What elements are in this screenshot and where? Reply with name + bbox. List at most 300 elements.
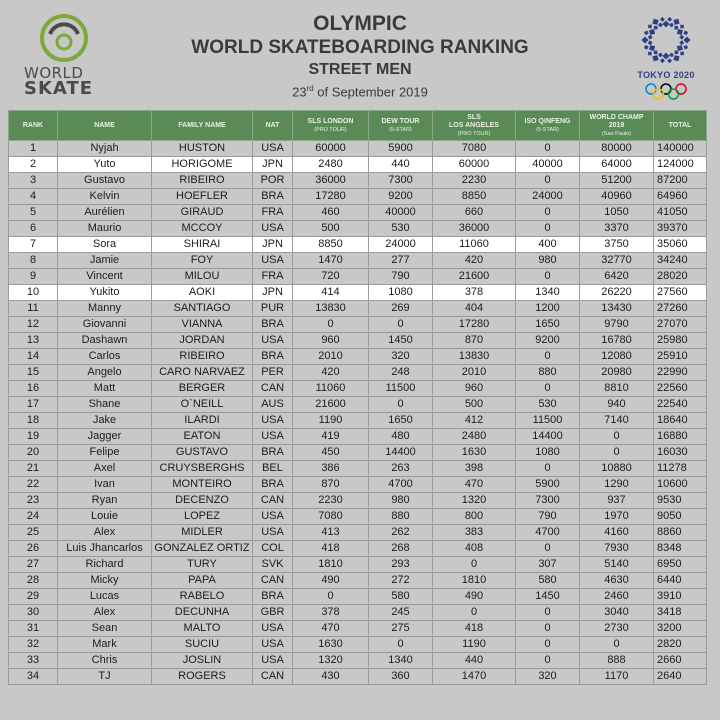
total-cell: 22540: [654, 397, 707, 413]
dew-tour-cell: 277: [369, 253, 433, 269]
table-row: [9, 429, 707, 445]
sls-london-cell: 470: [293, 621, 369, 637]
nat-cell: BEL: [253, 461, 293, 477]
world-champ-cell: 1290: [580, 477, 654, 493]
sls-london-cell: 414: [293, 285, 369, 301]
sls-la-cell: 60000: [433, 157, 516, 173]
iso-qinfeng-cell: 1080: [516, 445, 580, 461]
sls-london-cell: 420: [293, 365, 369, 381]
iso-qinfeng-cell: 0: [516, 621, 580, 637]
dew-tour-cell: 40000: [369, 205, 433, 221]
family-name-cell: LOPEZ: [152, 509, 253, 525]
nat-cell: USA: [253, 621, 293, 637]
sls-la-cell: 870: [433, 333, 516, 349]
world-champ-cell: 3370: [580, 221, 654, 237]
name-cell: Chris: [58, 653, 152, 669]
name-cell: Sean: [58, 621, 152, 637]
nat-cell: USA: [253, 333, 293, 349]
sls-la-cell: 1810: [433, 573, 516, 589]
sls-la-cell: 490: [433, 589, 516, 605]
rank-cell: 2: [9, 157, 58, 173]
sls-la-cell: 0: [433, 605, 516, 621]
title-olympic: OLYMPIC: [313, 12, 407, 35]
name-cell: Yukito: [58, 285, 152, 301]
sls-london-cell: 386: [293, 461, 369, 477]
dew-tour-cell: 275: [369, 621, 433, 637]
dew-tour-cell: 272: [369, 573, 433, 589]
rank-cell: 28: [9, 573, 58, 589]
col-name: NAME: [58, 111, 152, 141]
col-sls-london: SLS LONDON (PRO TOUR): [293, 111, 369, 141]
dew-tour-cell: 0: [369, 397, 433, 413]
world-champ-cell: 1970: [580, 509, 654, 525]
dew-tour-cell: 1080: [369, 285, 433, 301]
table-row: [9, 253, 707, 269]
name-cell: Luis Jhancarlos: [58, 541, 152, 557]
rank-cell: 24: [9, 509, 58, 525]
world-champ-cell: 2730: [580, 621, 654, 637]
family-name-cell: TURY: [152, 557, 253, 573]
dew-tour-cell: 980: [369, 493, 433, 509]
table-row: [9, 493, 707, 509]
name-cell: Felipe: [58, 445, 152, 461]
iso-qinfeng-cell: 1200: [516, 301, 580, 317]
sls-la-cell: 0: [433, 557, 516, 573]
family-name-cell: MONTEIRO: [152, 477, 253, 493]
table-row: [9, 509, 707, 525]
world-champ-cell: 0: [580, 445, 654, 461]
iso-qinfeng-cell: 24000: [516, 189, 580, 205]
iso-qinfeng-cell: 4700: [516, 525, 580, 541]
dew-tour-cell: 0: [369, 317, 433, 333]
name-cell: Vincent: [58, 269, 152, 285]
sls-la-cell: 1190: [433, 637, 516, 653]
name-cell: Alex: [58, 525, 152, 541]
table-row: [9, 653, 707, 669]
rank-cell: 6: [9, 221, 58, 237]
rank-cell: 19: [9, 429, 58, 445]
dew-tour-cell: 440: [369, 157, 433, 173]
total-cell: 3910: [654, 589, 707, 605]
page-header: [0, 0, 720, 108]
sls-london-cell: 419: [293, 429, 369, 445]
family-name-cell: O`NEILL: [152, 397, 253, 413]
rank-cell: 10: [9, 285, 58, 301]
world-champ-cell: 10880: [580, 461, 654, 477]
world-champ-cell: 937: [580, 493, 654, 509]
sls-london-cell: 2010: [293, 349, 369, 365]
sls-la-cell: 1470: [433, 669, 516, 685]
rank-cell: 25: [9, 525, 58, 541]
world-champ-cell: 51200: [580, 173, 654, 189]
sls-london-cell: 13830: [293, 301, 369, 317]
family-name-cell: HORIGOME: [152, 157, 253, 173]
name-cell: Manny: [58, 301, 152, 317]
dew-tour-cell: 360: [369, 669, 433, 685]
total-cell: 18640: [654, 413, 707, 429]
sls-london-cell: 500: [293, 221, 369, 237]
total-cell: 39370: [654, 221, 707, 237]
tokyo-2020-logo: [626, 14, 706, 100]
world-skate-word-skate: SKATE: [24, 78, 94, 99]
world-champ-cell: 3750: [580, 237, 654, 253]
rank-cell: 13: [9, 333, 58, 349]
iso-qinfeng-cell: 5900: [516, 477, 580, 493]
family-name-cell: GIRAUD: [152, 205, 253, 221]
name-cell: Carlos: [58, 349, 152, 365]
family-name-cell: DECUNHA: [152, 605, 253, 621]
sls-london-cell: 1630: [293, 637, 369, 653]
world-skate-logo: [24, 12, 114, 100]
nat-cell: FRA: [253, 205, 293, 221]
sls-la-cell: 383: [433, 525, 516, 541]
sls-london-cell: 378: [293, 605, 369, 621]
table-row: [9, 365, 707, 381]
total-cell: 9050: [654, 509, 707, 525]
name-cell: Kelvin: [58, 189, 152, 205]
table-row: [9, 589, 707, 605]
family-name-cell: ILARDI: [152, 413, 253, 429]
nat-cell: JPN: [253, 157, 293, 173]
iso-qinfeng-cell: 580: [516, 573, 580, 589]
total-cell: 2660: [654, 653, 707, 669]
iso-qinfeng-cell: 40000: [516, 157, 580, 173]
name-cell: Angelo: [58, 365, 152, 381]
sls-la-cell: 36000: [433, 221, 516, 237]
total-cell: 3418: [654, 605, 707, 621]
world-champ-cell: 40960: [580, 189, 654, 205]
iso-qinfeng-cell: 980: [516, 253, 580, 269]
sls-la-cell: 2480: [433, 429, 516, 445]
name-cell: Shane: [58, 397, 152, 413]
iso-qinfeng-cell: 0: [516, 349, 580, 365]
dew-tour-cell: 268: [369, 541, 433, 557]
total-cell: 27260: [654, 301, 707, 317]
rank-cell: 4: [9, 189, 58, 205]
sls-london-cell: 460: [293, 205, 369, 221]
name-cell: Ivan: [58, 477, 152, 493]
ranking-date: 23rd of September 2019: [292, 84, 428, 100]
iso-qinfeng-cell: 530: [516, 397, 580, 413]
iso-qinfeng-cell: 0: [516, 205, 580, 221]
nat-cell: USA: [253, 253, 293, 269]
total-cell: 16880: [654, 429, 707, 445]
world-champ-cell: 20980: [580, 365, 654, 381]
sls-london-cell: 960: [293, 333, 369, 349]
world-champ-cell: 8810: [580, 381, 654, 397]
nat-cell: COL: [253, 541, 293, 557]
sls-london-cell: 870: [293, 477, 369, 493]
table-row: [9, 461, 707, 477]
sls-la-cell: 21600: [433, 269, 516, 285]
total-cell: 27070: [654, 317, 707, 333]
total-cell: 8860: [654, 525, 707, 541]
world-champ-cell: 13430: [580, 301, 654, 317]
nat-cell: BRA: [253, 189, 293, 205]
dew-tour-cell: 480: [369, 429, 433, 445]
total-cell: 6950: [654, 557, 707, 573]
name-cell: Nyjah: [58, 141, 152, 157]
total-cell: 34240: [654, 253, 707, 269]
table-row: [9, 221, 707, 237]
sls-london-cell: 418: [293, 541, 369, 557]
nat-cell: USA: [253, 525, 293, 541]
table-row: [9, 141, 707, 157]
dew-tour-cell: 248: [369, 365, 433, 381]
world-champ-cell: 4630: [580, 573, 654, 589]
sls-london-cell: 8850: [293, 237, 369, 253]
family-name-cell: PAPA: [152, 573, 253, 589]
world-champ-cell: 7930: [580, 541, 654, 557]
sls-la-cell: 8850: [433, 189, 516, 205]
nat-cell: SVK: [253, 557, 293, 573]
sls-la-cell: 470: [433, 477, 516, 493]
rank-cell: 21: [9, 461, 58, 477]
sls-london-cell: 2480: [293, 157, 369, 173]
world-champ-cell: 16780: [580, 333, 654, 349]
name-cell: Ryan: [58, 493, 152, 509]
total-cell: 87200: [654, 173, 707, 189]
rank-cell: 26: [9, 541, 58, 557]
col-dew-tour: DEW TOUR (5-STAR): [369, 111, 433, 141]
nat-cell: USA: [253, 141, 293, 157]
rank-cell: 16: [9, 381, 58, 397]
sls-london-cell: 0: [293, 317, 369, 333]
family-name-cell: SANTIAGO: [152, 301, 253, 317]
family-name-cell: MALTO: [152, 621, 253, 637]
family-name-cell: HUSTON: [152, 141, 253, 157]
family-name-cell: CARO NARVAEZ: [152, 365, 253, 381]
name-cell: Giovanni: [58, 317, 152, 333]
rank-cell: 8: [9, 253, 58, 269]
dew-tour-cell: 4700: [369, 477, 433, 493]
nat-cell: USA: [253, 429, 293, 445]
table-row: [9, 573, 707, 589]
sls-london-cell: 430: [293, 669, 369, 685]
sls-la-cell: 420: [433, 253, 516, 269]
table-header-row: [9, 111, 707, 141]
family-name-cell: RIBEIRO: [152, 173, 253, 189]
iso-qinfeng-cell: 400: [516, 237, 580, 253]
family-name-cell: RABELO: [152, 589, 253, 605]
family-name-cell: EATON: [152, 429, 253, 445]
col-rank: RANK: [9, 111, 58, 141]
rank-cell: 7: [9, 237, 58, 253]
table-row: [9, 637, 707, 653]
iso-qinfeng-cell: 0: [516, 221, 580, 237]
sls-la-cell: 398: [433, 461, 516, 477]
dew-tour-cell: 11500: [369, 381, 433, 397]
dew-tour-cell: 880: [369, 509, 433, 525]
table-row: [9, 269, 707, 285]
sls-la-cell: 2230: [433, 173, 516, 189]
total-cell: 22560: [654, 381, 707, 397]
iso-qinfeng-cell: 320: [516, 669, 580, 685]
rank-cell: 9: [9, 269, 58, 285]
world-skate-emblem-icon: [38, 12, 90, 64]
iso-qinfeng-cell: 790: [516, 509, 580, 525]
world-champ-cell: 64000: [580, 157, 654, 173]
family-name-cell: DECENZO: [152, 493, 253, 509]
world-champ-cell: 6420: [580, 269, 654, 285]
family-name-cell: CRUYSBERGHS: [152, 461, 253, 477]
rank-cell: 18: [9, 413, 58, 429]
dew-tour-cell: 245: [369, 605, 433, 621]
sls-la-cell: 418: [433, 621, 516, 637]
world-champ-cell: 26220: [580, 285, 654, 301]
sls-la-cell: 500: [433, 397, 516, 413]
total-cell: 124000: [654, 157, 707, 173]
sls-london-cell: 2230: [293, 493, 369, 509]
world-champ-cell: 7140: [580, 413, 654, 429]
sls-london-cell: 450: [293, 445, 369, 461]
family-name-cell: AOKI: [152, 285, 253, 301]
total-cell: 28020: [654, 269, 707, 285]
dew-tour-cell: 320: [369, 349, 433, 365]
name-cell: Louie: [58, 509, 152, 525]
sls-london-cell: 1320: [293, 653, 369, 669]
sls-la-cell: 960: [433, 381, 516, 397]
title-ranking: WORLD SKATEBOARDING RANKING: [191, 37, 529, 58]
family-name-cell: MCCOY: [152, 221, 253, 237]
family-name-cell: SUCIU: [152, 637, 253, 653]
table-row: [9, 189, 707, 205]
iso-qinfeng-cell: 1340: [516, 285, 580, 301]
sls-la-cell: 17280: [433, 317, 516, 333]
rank-cell: 27: [9, 557, 58, 573]
iso-qinfeng-cell: 0: [516, 637, 580, 653]
world-champ-cell: 0: [580, 637, 654, 653]
table-row: [9, 173, 707, 189]
family-name-cell: BERGER: [152, 381, 253, 397]
iso-qinfeng-cell: 11500: [516, 413, 580, 429]
dew-tour-cell: 14400: [369, 445, 433, 461]
name-cell: Aurélien: [58, 205, 152, 221]
family-name-cell: VIANNA: [152, 317, 253, 333]
family-name-cell: GONZALEZ ORTIZ: [152, 541, 253, 557]
total-cell: 41050: [654, 205, 707, 221]
nat-cell: USA: [253, 413, 293, 429]
name-cell: TJ: [58, 669, 152, 685]
total-cell: 11278: [654, 461, 707, 477]
family-name-cell: FOY: [152, 253, 253, 269]
name-cell: Yuto: [58, 157, 152, 173]
table-row: [9, 285, 707, 301]
world-champ-cell: 80000: [580, 141, 654, 157]
iso-qinfeng-cell: 0: [516, 269, 580, 285]
table-row: [9, 557, 707, 573]
dew-tour-cell: 530: [369, 221, 433, 237]
total-cell: 2640: [654, 669, 707, 685]
name-cell: Sora: [58, 237, 152, 253]
table-row: [9, 237, 707, 253]
sls-la-cell: 11060: [433, 237, 516, 253]
name-cell: Axel: [58, 461, 152, 477]
ranking-table: [8, 110, 707, 685]
world-champ-cell: 888: [580, 653, 654, 669]
rank-cell: 31: [9, 621, 58, 637]
sls-la-cell: 378: [433, 285, 516, 301]
world-champ-cell: 3040: [580, 605, 654, 621]
sls-la-cell: 7080: [433, 141, 516, 157]
table-row: [9, 541, 707, 557]
iso-qinfeng-cell: 7300: [516, 493, 580, 509]
table-row: [9, 333, 707, 349]
total-cell: 3200: [654, 621, 707, 637]
sls-london-cell: 60000: [293, 141, 369, 157]
family-name-cell: MIDLER: [152, 525, 253, 541]
table-row: [9, 157, 707, 173]
iso-qinfeng-cell: 0: [516, 461, 580, 477]
nat-cell: BRA: [253, 349, 293, 365]
table-row: [9, 621, 707, 637]
nat-cell: CAN: [253, 669, 293, 685]
iso-qinfeng-cell: 880: [516, 365, 580, 381]
iso-qinfeng-cell: 1650: [516, 317, 580, 333]
dew-tour-cell: 7300: [369, 173, 433, 189]
world-champ-cell: 4160: [580, 525, 654, 541]
iso-qinfeng-cell: 0: [516, 381, 580, 397]
dew-tour-cell: 5900: [369, 141, 433, 157]
rank-cell: 32: [9, 637, 58, 653]
iso-qinfeng-cell: 1450: [516, 589, 580, 605]
name-cell: Micky: [58, 573, 152, 589]
col-family-name: FAMILY NAME: [152, 111, 253, 141]
dew-tour-cell: 262: [369, 525, 433, 541]
table-row: [9, 381, 707, 397]
sls-london-cell: 17280: [293, 189, 369, 205]
sls-la-cell: 404: [433, 301, 516, 317]
total-cell: 140000: [654, 141, 707, 157]
family-name-cell: HOEFLER: [152, 189, 253, 205]
sls-la-cell: 2010: [433, 365, 516, 381]
world-champ-cell: 32770: [580, 253, 654, 269]
dew-tour-cell: 1340: [369, 653, 433, 669]
total-cell: 10600: [654, 477, 707, 493]
table-row: [9, 669, 707, 685]
table-row: [9, 477, 707, 493]
name-cell: Lucas: [58, 589, 152, 605]
sls-la-cell: 13830: [433, 349, 516, 365]
name-cell: Jagger: [58, 429, 152, 445]
total-cell: 2820: [654, 637, 707, 653]
total-cell: 16030: [654, 445, 707, 461]
title-block: [160, 12, 560, 101]
col-iso-qinfeng: ISO QINFENG (5-STAR): [516, 111, 580, 141]
name-cell: Maurio: [58, 221, 152, 237]
world-champ-cell: 9790: [580, 317, 654, 333]
total-cell: 8348: [654, 541, 707, 557]
name-cell: Alex: [58, 605, 152, 621]
family-name-cell: SHIRAI: [152, 237, 253, 253]
sls-london-cell: 7080: [293, 509, 369, 525]
iso-qinfeng-cell: 0: [516, 173, 580, 189]
tokyo-2020-text: TOKYO 2020: [637, 70, 695, 80]
nat-cell: BRA: [253, 477, 293, 493]
dew-tour-cell: 790: [369, 269, 433, 285]
sls-london-cell: 1810: [293, 557, 369, 573]
dew-tour-cell: 293: [369, 557, 433, 573]
table-row: [9, 301, 707, 317]
total-cell: 9530: [654, 493, 707, 509]
nat-cell: CAN: [253, 493, 293, 509]
table-row: [9, 349, 707, 365]
title-category: STREET MEN: [308, 61, 412, 78]
rank-cell: 17: [9, 397, 58, 413]
sls-london-cell: 490: [293, 573, 369, 589]
dew-tour-cell: 9200: [369, 189, 433, 205]
total-cell: 64960: [654, 189, 707, 205]
